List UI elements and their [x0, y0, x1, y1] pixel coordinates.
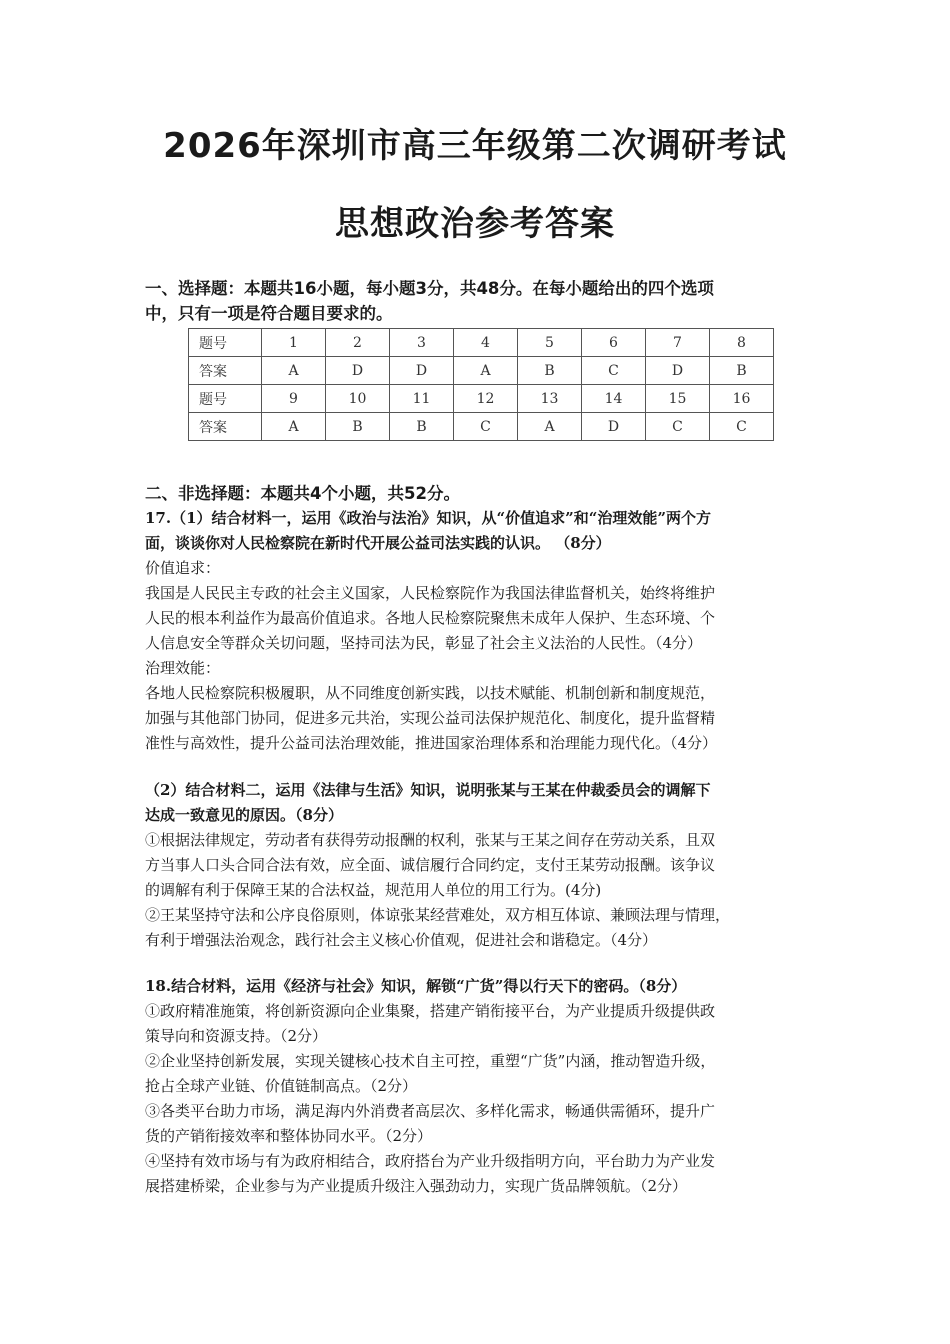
table-row	[189, 357, 774, 385]
answer-cell: B	[390, 413, 454, 441]
table-row	[189, 329, 774, 357]
answer-cell: A	[262, 357, 326, 385]
section1-heading-line2: 中，只有一项是符合题目要求的。	[145, 304, 393, 323]
answer-paragraph: 展搭建桥梁，企业参与为产业提质升级注入强劲动力，实现广货品牌领航。（2分）	[145, 1177, 688, 1195]
answer-paragraph: ②王某坚持守法和公序良俗原则，体谅张某经营难处，双方相互体谅、兼顾法理与情理，	[145, 906, 731, 924]
question-number: 12	[454, 385, 518, 413]
answer-cell: C	[454, 413, 518, 441]
answer-cell: D	[646, 357, 710, 385]
answer-paragraph: 策导向和资源支持。（2分）	[145, 1027, 328, 1045]
row-label-answer: 答案	[189, 357, 262, 385]
answer-cell: D	[326, 357, 390, 385]
question-number: 14	[582, 385, 646, 413]
question-number: 15	[646, 385, 710, 413]
question-number: 6	[582, 329, 646, 357]
answer-cell: B	[518, 357, 582, 385]
question-17-1	[145, 506, 813, 756]
question-number: 1	[262, 329, 326, 357]
answer-paragraph: 人信息安全等群众关切问题，坚持司法为民，彰显了社会主义法治的人民性。（4分）	[145, 634, 703, 652]
answer-paragraph: 货的产销衔接效率和整体协同水平。（2分）	[145, 1127, 433, 1145]
answer-cell: B	[710, 357, 774, 385]
question-number: 11	[390, 385, 454, 413]
question-number: 16	[710, 385, 774, 413]
question-17-2-heading: 达成一致意见的原因。（8分）	[145, 806, 343, 824]
section1-heading	[145, 276, 813, 326]
answer-paragraph: 各地人民检察院积极履职，从不同维度创新实践，以技术赋能、机制创新和制度规范，	[145, 684, 716, 702]
subheading-value-pursuit: 价值追求：	[145, 559, 221, 577]
page-subtitle: 思想政治参考答案	[335, 204, 615, 244]
answer-paragraph: ①政府精准施策，将创新资源向企业集聚，搭建产销衔接平台，为产业提质升级提供政	[145, 1002, 716, 1020]
answer-cell: B	[326, 413, 390, 441]
question-number: 9	[262, 385, 326, 413]
answer-paragraph: 人民的根本利益作为最高价值追求。各地人民检察院聚焦未成年人保护、生态环境、个	[145, 609, 716, 627]
answer-paragraph: 方当事人口头合同合法有效，应全面、诚信履行合同约定，支付王某劳动报酬。该争议	[145, 856, 716, 874]
question-number: 2	[326, 329, 390, 357]
section2-heading: 二、非选择题：本题共4个小题，共52分。	[145, 484, 460, 503]
answer-paragraph: 的调解有利于保障王某的合法权益，规范用人单位的用工行为。(4分)	[145, 881, 602, 899]
answer-paragraph: 准性与高效性，提升公益司法治理效能，推进国家治理体系和治理能力现代化。（4分）	[145, 734, 718, 752]
answer-cell: D	[390, 357, 454, 385]
answer-cell: A	[262, 413, 326, 441]
question-17-1-heading: 面，谈谈你对人民检察院在新时代开展公益司法实践的认识。 （8分）	[145, 534, 611, 552]
row-label-answer: 答案	[189, 413, 262, 441]
answer-cell: C	[646, 413, 710, 441]
answer-paragraph: ③各类平台助力市场，满足海内外消费者高层次、多样化需求，畅通供需循环，提升广	[145, 1102, 716, 1120]
question-number: 4	[454, 329, 518, 357]
answer-paragraph: ②企业坚持创新发展，实现关键核心技术自主可控，重塑“广货”内涵，推动智造升级，	[145, 1052, 716, 1070]
section1-heading-line1: 一、选择题：本题共16小题，每小题3分，共48分。在每小题给出的四个选项	[145, 279, 714, 298]
answer-paragraph: 有利于增强法治观念，践行社会主义核心价值观，促进社会和谐稳定。（4分）	[145, 931, 658, 949]
answer-paragraph: 抢占全球产业链、价值链制高点。（2分）	[145, 1077, 418, 1095]
question-number: 7	[646, 329, 710, 357]
question-number: 10	[326, 385, 390, 413]
answer-cell: C	[582, 357, 646, 385]
question-17-1-heading: 17.（1）结合材料一，运用《政治与法治》知识，从“价值追求”和“治理效能”两个方	[145, 509, 712, 527]
row-label-question: 题号	[189, 329, 262, 357]
answer-paragraph: ④坚持有效市场与有为政府相结合，政府搭台为产业升级指明方向，平台助力为产业发	[145, 1152, 716, 1170]
question-number: 13	[518, 385, 582, 413]
answer-paragraph: 加强与其他部门协同，促进多元共治，实现公益司法保护规范化、制度化，提升监督精	[145, 709, 716, 727]
answer-cell: C	[710, 413, 774, 441]
table-row	[189, 413, 774, 441]
page-title: 2026年深圳市高三年级第二次调研考试	[163, 126, 787, 166]
subheading-governance: 治理效能：	[145, 659, 221, 677]
answer-cell: A	[518, 413, 582, 441]
question-18-heading: 18.结合材料，运用《经济与社会》知识，解锁“广货”得以行天下的密码。（8分）	[145, 977, 687, 995]
question-number: 5	[518, 329, 582, 357]
table-row	[189, 385, 774, 413]
answer-cell: D	[582, 413, 646, 441]
answer-cell: A	[454, 357, 518, 385]
answer-paragraph: 我国是人民民主专政的社会主义国家，人民检察院作为我国法律监督机关，始终将维护	[145, 584, 716, 602]
section2-heading-block	[145, 481, 813, 506]
question-17-2	[145, 778, 813, 953]
question-18	[145, 974, 813, 1199]
answer-paragraph: ①根据法律规定，劳动者有获得劳动报酬的权利，张某与王某之间存在劳动关系，且双	[145, 831, 716, 849]
question-17-2-heading: （2）结合材料二，运用《法律与生活》知识，说明张某与王某在仲裁委员会的调解下	[145, 781, 711, 799]
question-number: 8	[710, 329, 774, 357]
question-number: 3	[390, 329, 454, 357]
answer-table	[188, 328, 774, 441]
row-label-question: 题号	[189, 385, 262, 413]
